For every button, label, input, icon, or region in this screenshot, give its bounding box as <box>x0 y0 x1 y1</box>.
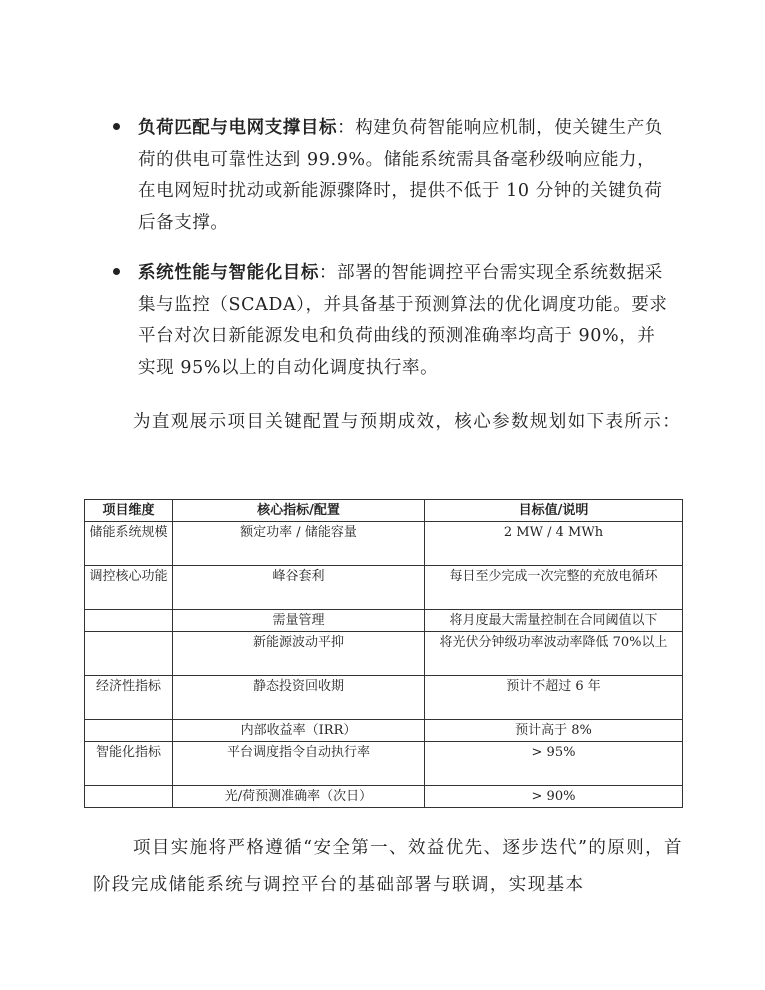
cell-target: 每日至少完成一次完整的充放电循环 <box>425 566 683 610</box>
cell-target: 2 MW / 4 MWh <box>425 522 683 566</box>
table-header-row <box>85 500 683 522</box>
table-row <box>85 742 683 786</box>
cell-dimension: 智能化指标 <box>85 742 173 786</box>
cell-dimension: 储能系统规模 <box>85 522 173 566</box>
table-row <box>85 786 683 808</box>
intro-paragraph: 为直观展示项目关键配置与预期成效，核心参数规划如下表所示： <box>133 412 682 432</box>
cell-metric: 新能源波动平抑 <box>173 632 425 676</box>
cell-target: > 95% <box>425 742 683 786</box>
cell-metric: 峰谷套利 <box>173 566 425 610</box>
table-row <box>85 720 683 742</box>
bullet-text <box>138 258 673 384</box>
cell-metric: 静态投资回收期 <box>173 676 425 720</box>
cell-metric: 光/荷预测准确率（次日） <box>173 786 425 808</box>
cell-dimension: 调控核心功能 <box>85 566 173 610</box>
cell-target: > 90% <box>425 786 683 808</box>
table-row <box>85 676 683 720</box>
cell-dimension <box>85 786 173 808</box>
bullet-body: ：部署的智能调控平台需实现全系统数据采集与监控（SCADA），并具备基于预测算法的优化调度功能。要求平台对次日新能源发电和负荷曲线的预测准确率均高于 90%，并实现 95%以上的自动化调度执行率。 <box>138 263 668 378</box>
bullet-body: ：构建负荷智能响应机制，使关键生产负荷的供电可靠性达到 99.9%。储能系统需具备毫秒级响应能力，在电网短时扰动或新能源骤降时，提供不低于 10 分钟的关键负荷后备支撑。 <box>138 118 663 233</box>
cell-dimension <box>85 632 173 676</box>
cell-target: 预计高于 8% <box>425 720 683 742</box>
bullet-dot <box>113 123 120 130</box>
table-row <box>85 566 683 610</box>
closing-paragraph: 项目实施将严格遵循“安全第一、效益优先、逐步迭代”的原则，首阶段完成储能系统与调控平台的基础部署与联调，实现基本 <box>93 838 683 895</box>
bullet-text <box>138 113 673 239</box>
cell-dimension: 经济性指标 <box>85 676 173 720</box>
table-row <box>85 610 683 632</box>
cell-target: 预计不超过 6 年 <box>425 676 683 720</box>
cell-metric: 额定功率 / 储能容量 <box>173 522 425 566</box>
bullet-item <box>113 113 673 239</box>
table-row <box>85 522 683 566</box>
bullet-label: 系统性能与智能化目标 <box>138 263 319 283</box>
cell-dimension <box>85 720 173 742</box>
header-dimension: 项目维度 <box>85 500 173 522</box>
bullet-dot <box>113 268 120 275</box>
bullet-item <box>113 258 673 384</box>
cell-metric: 内部收益率（IRR） <box>173 720 425 742</box>
cell-metric: 需量管理 <box>173 610 425 632</box>
cell-target: 将光伏分钟级功率波动率降低 70%以上 <box>425 632 683 676</box>
spec-table <box>84 499 683 808</box>
table-row <box>85 632 683 676</box>
cell-metric: 平台调度指令自动执行率 <box>173 742 425 786</box>
bullet-label: 负荷匹配与电网支撑目标 <box>138 118 338 138</box>
header-target: 目标值/说明 <box>425 500 683 522</box>
cell-target: 将月度最大需量控制在合同阈值以下 <box>425 610 683 632</box>
cell-dimension <box>85 610 173 632</box>
header-metric: 核心指标/配置 <box>173 500 425 522</box>
